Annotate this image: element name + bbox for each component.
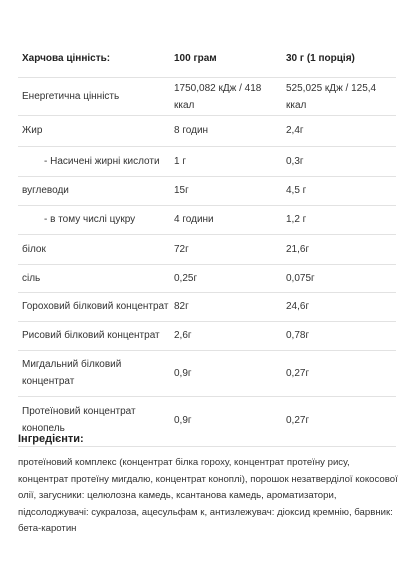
- header-nutrition: Харчова цінність:: [22, 53, 111, 64]
- row-name: Гороховий білковий концентрат: [22, 301, 169, 312]
- table-row: [18, 116, 396, 147]
- row-per30: 1,2 г: [286, 214, 307, 225]
- row-per100: 82г: [174, 301, 189, 312]
- table-row: [18, 322, 396, 351]
- row-name: - Насичені жирні кислоти: [44, 156, 160, 167]
- row-per100: 8 годин: [174, 125, 209, 136]
- ingredients-title: Інгредієнти:: [18, 433, 84, 445]
- row-per100: 1750,082 кДж / 418 ккал: [174, 83, 262, 111]
- nutrition-table: [18, 40, 396, 447]
- row-per30: 0,3г: [286, 156, 304, 167]
- header-100g: 100 грам: [174, 53, 217, 64]
- row-per30: 0,27г: [286, 368, 310, 379]
- row-per100: 4 години: [174, 214, 214, 225]
- row-name: сіль: [22, 273, 41, 284]
- table-row: [18, 293, 396, 322]
- row-per100: 15г: [174, 185, 189, 196]
- row-per30: 525,025 кДж / 125,4 ккал: [286, 83, 377, 111]
- row-per100: 72г: [174, 244, 189, 255]
- row-per30: 21,6г: [286, 244, 310, 255]
- row-name: Протеїновий концентрат конопель: [22, 406, 136, 434]
- header-30g: 30 г (1 порція): [286, 53, 355, 64]
- row-per100: 0,25г: [174, 273, 198, 284]
- row-per30: 0,27г: [286, 415, 310, 426]
- ingredients-text: протеїновий комплекс (концентрат білка гороху, концентрат протеїну рису, концентрат протеїну мигдалю, концентрат коноплі), порошок незатверділої кокосової олії, загусники: целюлозна камедь, ксантанова камедь, ароматизатори, підсолоджувачі: сукралоза, ацесульфам к, антизлежувач: діоксид кремнію, барвник: бета-каротин: [18, 457, 398, 534]
- row-per30: 0,075г: [286, 273, 315, 284]
- table-row: [18, 265, 396, 293]
- row-name: Жир: [22, 125, 43, 136]
- row-name: Рисовий білковий концентрат: [22, 330, 160, 341]
- table-header-row: [18, 40, 396, 78]
- table-row: [18, 147, 396, 177]
- row-per30: 24,6г: [286, 301, 310, 312]
- row-per100: 0,9г: [174, 368, 192, 379]
- row-per30: 4,5 г: [286, 185, 307, 196]
- row-name: вуглеводи: [22, 185, 69, 196]
- row-per30: 0,78г: [286, 330, 310, 341]
- table-row: [18, 78, 396, 116]
- row-name: Мигдальний білковий концентрат: [22, 359, 122, 387]
- row-per100: 0,9г: [174, 415, 192, 426]
- row-name: - в тому числі цукру: [44, 214, 136, 225]
- table-row: [18, 351, 396, 397]
- row-name: білок: [22, 244, 46, 255]
- row-per30: 2,4г: [286, 125, 304, 136]
- table-row: [18, 177, 396, 206]
- row-per100: 1 г: [174, 156, 186, 167]
- row-per100: 2,6г: [174, 330, 192, 341]
- table-row: [18, 206, 396, 235]
- row-name: Енергетична цінність: [22, 91, 120, 102]
- table-row: [18, 235, 396, 265]
